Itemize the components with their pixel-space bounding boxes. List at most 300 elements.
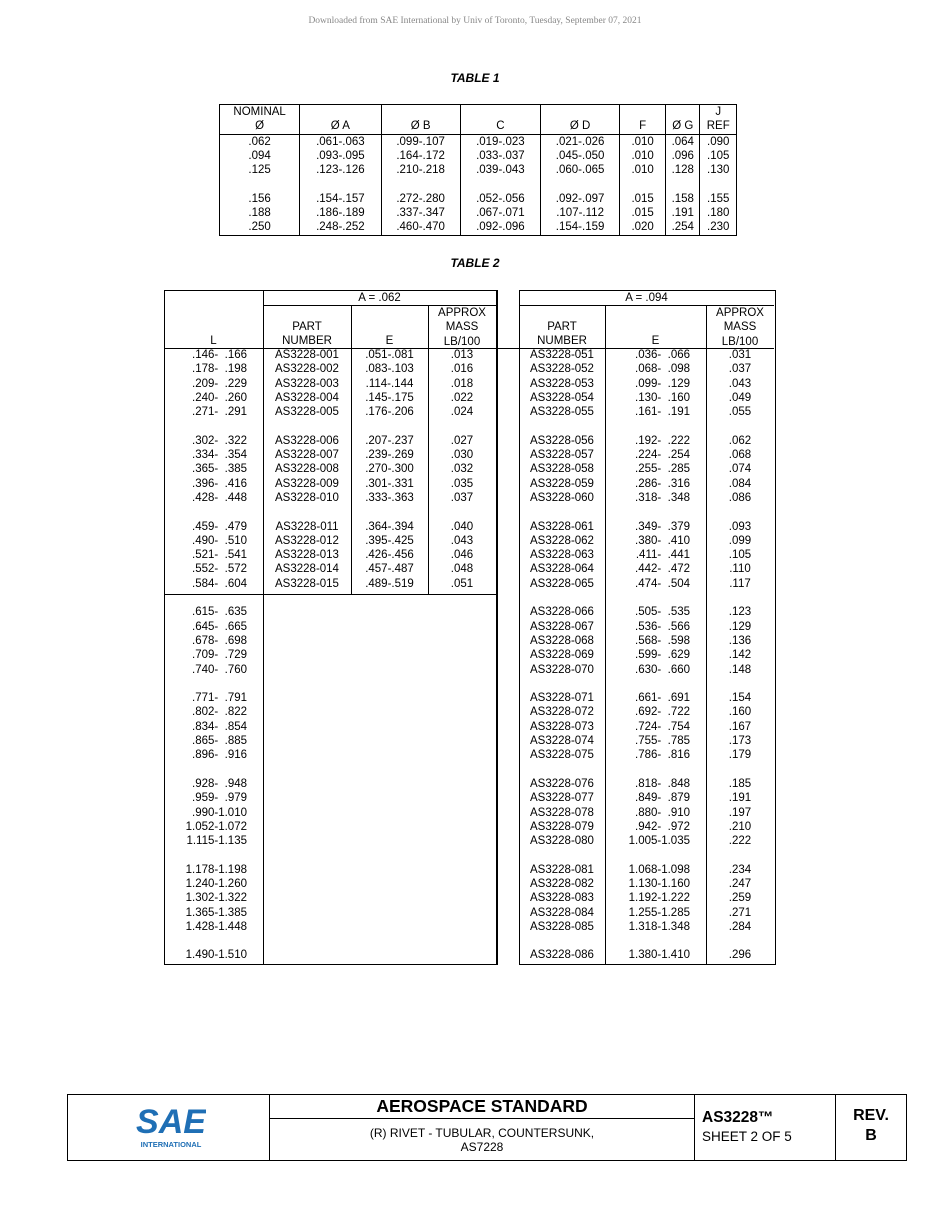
- table2-cell: .271: [728, 906, 752, 919]
- table2-cell: [706, 591, 774, 605]
- table1-cell: .092-.097: [541, 192, 620, 206]
- table2-cell: .046: [450, 549, 474, 562]
- svg-text:INTERNATIONAL: INTERNATIONAL: [140, 1140, 202, 1149]
- table1-cell: [460, 177, 540, 191]
- col-mass-header: APPROX MASS LB/100: [438, 307, 486, 348]
- table2-cell: .179: [728, 749, 752, 762]
- column-g2-part: [519, 348, 605, 963]
- table1-cell: .154-.157: [300, 192, 381, 206]
- table2-cell: .349- .379: [635, 520, 690, 533]
- table1-cell: .096: [666, 149, 700, 163]
- table2-cell: .032: [450, 463, 474, 476]
- table2-cell: .037: [728, 363, 752, 376]
- table2-cell: AS3228-063: [530, 549, 594, 562]
- table2-cell: .154: [728, 692, 752, 705]
- table2-cell: .086: [728, 491, 752, 504]
- svg-text:SAE: SAE: [136, 1103, 206, 1141]
- table2-cell: .271- .291: [192, 406, 247, 419]
- table1-header-cell: J REF: [700, 105, 737, 135]
- table2-cell: .755- .785: [635, 735, 690, 748]
- table2-cell: .031: [728, 349, 752, 361]
- table2-cell: AS3228-056: [530, 434, 594, 447]
- table2-cell: 1.052-1.072: [185, 820, 247, 833]
- table2-cell: .173: [728, 735, 752, 748]
- table2-cell: .834- .854: [192, 720, 247, 733]
- table1-cell: .061-.063: [300, 134, 381, 149]
- table2-cell: .865- .885: [192, 735, 247, 748]
- table2-cell: .192- .222: [635, 434, 690, 447]
- table2-cell: .013: [450, 349, 474, 361]
- table2-cell: .055: [728, 406, 752, 419]
- table1-row: [220, 192, 737, 206]
- table1-cell: .128: [666, 163, 700, 177]
- table2-cell: .334- .354: [192, 449, 247, 462]
- table1: [219, 104, 737, 236]
- table2-cell: AS3228-055: [530, 406, 594, 419]
- table2-cell: [706, 934, 774, 948]
- table1-cell: .210-.218: [381, 163, 460, 177]
- table2-cell: .645- .665: [192, 620, 247, 633]
- table2-cell: .568- .598: [635, 634, 690, 647]
- table2-cell: AS3228-072: [530, 706, 594, 719]
- table1-cell: .092-.096: [460, 220, 540, 235]
- table2-cell: [706, 763, 774, 777]
- table2-cell: .771- .791: [192, 692, 247, 705]
- column-g1-e: [351, 348, 428, 591]
- table1-cell: .093-.095: [300, 149, 381, 163]
- table2-cell: .240- .260: [192, 391, 247, 404]
- table2-cell: .048: [450, 563, 474, 576]
- column-l: [164, 348, 247, 963]
- table1-row: [220, 220, 737, 235]
- table2-cell: 1.192-1.222: [628, 892, 690, 905]
- table2-cell: 1.240-1.260: [185, 877, 247, 890]
- table2-cell: .167: [728, 720, 752, 733]
- table2-cell: AS3228-009: [275, 477, 339, 490]
- table2-cell: AS3228-013: [275, 549, 339, 562]
- column-g2-e: [605, 348, 690, 963]
- title-block: [67, 1094, 907, 1161]
- table2-cell: AS3228-015: [275, 577, 339, 590]
- table1-cell: [666, 177, 700, 191]
- table2-cell: .068: [728, 449, 752, 462]
- table2-cell: [428, 505, 496, 519]
- table2-cell: .051-.081: [365, 349, 414, 361]
- table2-cell: .740- .760: [192, 663, 247, 676]
- table2-cell: .036- .066: [635, 349, 690, 361]
- table1-header-cell: F: [620, 105, 666, 135]
- table1-header-cell: Ø A: [300, 105, 381, 135]
- table1-cell: [620, 177, 666, 191]
- table2-cell: .296: [728, 949, 752, 962]
- table2-cell: AS3228-012: [275, 534, 339, 547]
- table2-cell: AS3228-082: [530, 877, 594, 890]
- table2-cell: .117: [729, 577, 751, 590]
- table1-cell: .188: [220, 206, 300, 220]
- table1-cell: .180: [700, 206, 737, 220]
- table2-cell: .678- .698: [192, 634, 247, 647]
- table2-cell: AS3228-004: [275, 391, 339, 404]
- table2-cell: .222: [728, 835, 752, 848]
- table1-cell: .060-.065: [541, 163, 620, 177]
- table2-cell: .239-.269: [365, 449, 414, 462]
- table1-cell: .062: [220, 134, 300, 149]
- group1-header: A = .062: [358, 292, 401, 304]
- table1-cell: .045-.050: [541, 149, 620, 163]
- table2-cell: AS3228-078: [530, 806, 594, 819]
- table2-cell: .709- .729: [192, 649, 247, 662]
- standard-subtitle: (R) RIVET - TUBULAR, COUNTERSUNK, AS7228: [369, 1126, 595, 1154]
- table2-cell: [519, 934, 605, 948]
- table2-cell: .209- .229: [192, 377, 247, 390]
- table2-cell: .049: [728, 391, 752, 404]
- table2-cell: AS3228-077: [530, 792, 594, 805]
- table2-cell: [351, 419, 428, 433]
- table2-cell: .942- .972: [635, 820, 690, 833]
- table2-cell: .040: [450, 520, 474, 533]
- table2-cell: .490- .510: [192, 534, 247, 547]
- table2-cell: .457-.487: [365, 563, 414, 576]
- table2-cell: AS3228-084: [530, 906, 594, 919]
- table1-row: [220, 163, 737, 177]
- table2-cell: [428, 419, 496, 433]
- table1-body: [220, 134, 737, 235]
- table2-cell: AS3228-079: [530, 820, 594, 833]
- table2-cell: .148: [728, 663, 752, 676]
- table1-cell: .191: [666, 206, 700, 220]
- table2-cell: AS3228-064: [530, 563, 594, 576]
- table2-cell: 1.005-1.035: [628, 835, 690, 848]
- table1-row: [220, 149, 737, 163]
- table2-cell: [164, 677, 247, 691]
- table2-cell: .191: [728, 792, 752, 805]
- table2-cell: [164, 505, 247, 519]
- table2-cell: [519, 505, 605, 519]
- table2-cell: .333-.363: [365, 491, 414, 504]
- table1-cell: .067-.071: [460, 206, 540, 220]
- table2-cell: .896- .916: [192, 749, 247, 762]
- table2-cell: .302- .322: [192, 434, 247, 447]
- table2-cell: .536- .566: [635, 620, 690, 633]
- table2-cell: .692- .722: [635, 706, 690, 719]
- table2-cell: .145-.175: [365, 391, 414, 404]
- table2-cell: .037: [450, 491, 474, 504]
- table2-cell: .207-.237: [365, 434, 414, 447]
- table1-header-cell: Ø G: [666, 105, 700, 135]
- table2-cell: .123: [728, 606, 752, 619]
- table2-cell: .024: [450, 406, 474, 419]
- table1-cell: .019-.023: [460, 134, 540, 149]
- table2-cell: AS3228-073: [530, 720, 594, 733]
- table1-cell: .125: [220, 163, 300, 177]
- table2-cell: AS3228-070: [530, 663, 594, 676]
- standard-title: AEROSPACE STANDARD: [376, 1096, 588, 1116]
- table2-cell: .270-.300: [365, 463, 414, 476]
- table2-cell: [519, 763, 605, 777]
- table1-header: [220, 105, 737, 135]
- table2-cell: [263, 419, 351, 433]
- table2-cell: 1.178-1.198: [185, 863, 247, 876]
- table2-cell: .802- .822: [192, 706, 247, 719]
- table2-cell: .035: [450, 477, 474, 490]
- table1-cell: .015: [620, 192, 666, 206]
- table2-title: TABLE 2: [450, 256, 500, 270]
- table2-cell: .022: [450, 391, 474, 404]
- table2-cell: AS3228-053: [530, 377, 594, 390]
- table1-cell: .020: [620, 220, 666, 235]
- table2: [164, 290, 775, 964]
- table2-cell: .110: [729, 563, 751, 576]
- table2-cell: .364-.394: [365, 520, 414, 533]
- table2-cell: .093: [728, 520, 752, 533]
- table2-cell: .849- .879: [635, 792, 690, 805]
- table2-cell: .129: [728, 620, 752, 633]
- table2-cell: .365- .385: [192, 463, 247, 476]
- table2-cell: AS3228-081: [530, 863, 594, 876]
- table2-cell: .099- .129: [635, 377, 690, 390]
- col-l-header: L: [210, 335, 217, 347]
- table1-cell: .105: [700, 149, 737, 163]
- table1-cell: [381, 177, 460, 191]
- table2-cell: AS3228-011: [275, 520, 339, 533]
- table1-title: TABLE 1: [450, 71, 500, 85]
- download-watermark: Downloaded from SAE International by Univ of Toronto, Tuesday, September 07, 2021: [308, 16, 642, 26]
- table1-cell: .130: [700, 163, 737, 177]
- table2-cell: [605, 934, 690, 948]
- table2-cell: .197: [728, 806, 752, 819]
- table2-cell: AS3228-008: [275, 463, 339, 476]
- table2-cell: .615- .635: [192, 606, 247, 619]
- group2-header: A = .094: [625, 292, 668, 304]
- table1-cell: .033-.037: [460, 149, 540, 163]
- table2-cell: .584- .604: [192, 577, 247, 590]
- table2-cell: 1.380-1.410: [628, 949, 690, 962]
- table2-cell: .146- .166: [192, 349, 247, 361]
- table1-cell: .155: [700, 192, 737, 206]
- table2-cell: [706, 848, 774, 862]
- table2-cell: .428- .448: [192, 491, 247, 504]
- table2-cell: .474- .504: [635, 577, 690, 590]
- table2-cell: .247: [728, 877, 752, 890]
- table2-cell: 1.302-1.322: [185, 892, 247, 905]
- col-part-header: PART NUMBER: [282, 321, 332, 348]
- table2-cell: AS3228-086: [530, 949, 594, 962]
- table2-cell: [164, 591, 247, 605]
- table1-cell: [700, 177, 737, 191]
- col-e-header-2: E: [651, 335, 660, 347]
- table2-cell: AS3228-080: [530, 835, 594, 848]
- table2-cell: AS3228-083: [530, 892, 594, 905]
- table2-cell: [605, 763, 690, 777]
- table2-cell: [605, 591, 690, 605]
- table2-cell: .160: [728, 706, 752, 719]
- table1-cell: .272-.280: [381, 192, 460, 206]
- table2-cell: .016: [450, 363, 474, 376]
- table2-cell: .043: [450, 534, 474, 547]
- table2-cell: AS3228-076: [530, 777, 594, 790]
- table1-cell: .164-.172: [381, 149, 460, 163]
- table2-cell: AS3228-014: [275, 563, 339, 576]
- table2-cell: AS3228-057: [530, 449, 594, 462]
- table2-cell: AS3228-051: [530, 349, 594, 361]
- table2-cell: .426-.456: [365, 549, 414, 562]
- table1-cell: .039-.043: [460, 163, 540, 177]
- table2-cell: AS3228-071: [530, 692, 594, 705]
- table2-cell: .074: [728, 463, 752, 476]
- table2-cell: [519, 591, 605, 605]
- table2-cell: [605, 419, 690, 433]
- table2-cell: AS3228-067: [530, 620, 594, 633]
- table2-cell: .176-.206: [365, 406, 414, 419]
- table1-cell: .010: [620, 134, 666, 149]
- table1-cell: .156: [220, 192, 300, 206]
- table2-cell: 1.318-1.348: [628, 920, 690, 933]
- table2-cell: .301-.331: [365, 477, 414, 490]
- table2-cell: .661- .691: [635, 692, 690, 705]
- table2-cell: .489-.519: [365, 577, 414, 590]
- table2-cell: .083-.103: [365, 363, 414, 376]
- table2-cell: AS3228-062: [530, 534, 594, 547]
- table2-cell: [164, 763, 247, 777]
- table1-cell: .015: [620, 206, 666, 220]
- table1-cell: .337-.347: [381, 206, 460, 220]
- table1-cell: .064: [666, 134, 700, 149]
- table2-cell: .027: [450, 434, 474, 447]
- table2-cell: .318- .348: [635, 491, 690, 504]
- table2-cell: .062: [728, 434, 752, 447]
- table1-cell: .250: [220, 220, 300, 235]
- table1-cell: .123-.126: [300, 163, 381, 177]
- table2-cell: .411- .441: [635, 549, 690, 562]
- table2-cell: AS3228-010: [275, 491, 339, 504]
- table1-cell: .248-.252: [300, 220, 381, 235]
- table2-cell: .142: [728, 649, 752, 662]
- col-mass-header-2: APPROX MASS LB/100: [716, 307, 764, 348]
- table2-cell: AS3228-075: [530, 749, 594, 762]
- table2-cell: [164, 934, 247, 948]
- table2-cell: .396- .416: [192, 477, 247, 490]
- document-number: AS3228™: [702, 1109, 774, 1126]
- table2-cell: AS3228-001: [275, 349, 339, 361]
- table2-cell: .380- .410: [635, 534, 690, 547]
- table2-cell: 1.115-1.135: [186, 835, 247, 848]
- table2-cell: [605, 505, 690, 519]
- table2-cell: AS3228-066: [530, 606, 594, 619]
- table1-cell: .158: [666, 192, 700, 206]
- table1-cell: .230: [700, 220, 737, 235]
- table1-cell: .052-.056: [460, 192, 540, 206]
- table2-cell: [351, 505, 428, 519]
- table1-header-cell: Ø B: [381, 105, 460, 135]
- table2-cell: [263, 505, 351, 519]
- table1-header-cell: C: [460, 105, 540, 135]
- table2-cell: 1.255-1.285: [628, 906, 690, 919]
- table2-cell: AS3228-003: [275, 377, 339, 390]
- table2-cell: .599- .629: [635, 649, 690, 662]
- table2-cell: [605, 848, 690, 862]
- table1-cell: .099-.107: [381, 134, 460, 149]
- table2-cell: [519, 848, 605, 862]
- col-part-header-2: PART NUMBER: [537, 321, 587, 348]
- table2-cell: AS3228-052: [530, 363, 594, 376]
- table1-row: [220, 177, 737, 191]
- table2-cell: .630- .660: [635, 663, 690, 676]
- table2-cell: .459- .479: [192, 520, 247, 533]
- table2-cell: [706, 677, 774, 691]
- table2-cell: AS3228-006: [275, 434, 339, 447]
- column-g1-mass: [428, 348, 496, 591]
- table2-cell: .880- .910: [635, 806, 690, 819]
- table2-cell: .210: [728, 820, 752, 833]
- table2-cell: .259: [728, 892, 752, 905]
- table2-cell: AS3228-059: [530, 477, 594, 490]
- table2-cell: .099: [728, 534, 752, 547]
- table1-cell: .107-.112: [541, 206, 620, 220]
- table2-cell: AS3228-085: [530, 920, 594, 933]
- table1-row: [220, 206, 737, 220]
- table2-cell: .442- .472: [635, 563, 690, 576]
- table2-cell: [164, 848, 247, 862]
- table2-cell: .928- .948: [192, 777, 247, 790]
- table2-cell: .786- .816: [635, 749, 690, 762]
- table2-cell: .185: [728, 777, 752, 790]
- table2-cell: AS3228-065: [530, 577, 594, 590]
- table2-cell: [605, 677, 690, 691]
- table2-cell: 1.428-1.448: [185, 920, 247, 933]
- table2-cell: .030: [450, 449, 474, 462]
- column-g2-mass: [706, 348, 774, 963]
- table2-cell: AS3228-060: [530, 491, 594, 504]
- table2-cell: .255- .285: [635, 463, 690, 476]
- table1-cell: .186-.189: [300, 206, 381, 220]
- table1-cell: .010: [620, 163, 666, 177]
- table1-cell: .460-.470: [381, 220, 460, 235]
- table2-cell: [519, 419, 605, 433]
- table2-cell: AS3228-074: [530, 735, 594, 748]
- table2-cell: 1.365-1.385: [185, 906, 247, 919]
- column-g1-part: [263, 348, 351, 591]
- table2-cell: 1.490-1.510: [185, 949, 247, 962]
- table1-cell: .094: [220, 149, 300, 163]
- table2-cell: [706, 505, 774, 519]
- table2-cell: [706, 419, 774, 433]
- table2-cell: AS3228-002: [275, 363, 339, 376]
- table1-cell: .254: [666, 220, 700, 235]
- table1-cell: .154-.159: [541, 220, 620, 235]
- sae-logo: [136, 1103, 206, 1149]
- table2-cell: .521- .541: [192, 549, 247, 562]
- sheet-number: SHEET 2 OF 5: [702, 1129, 792, 1144]
- table2-cell: .178- .198: [192, 363, 247, 376]
- table2-cell: .161- .191: [635, 406, 690, 419]
- table2-cell: .505- .535: [635, 606, 690, 619]
- table1-cell: [300, 177, 381, 191]
- table1-cell: [220, 177, 300, 191]
- table1-header-cell: NOMINAL Ø: [220, 105, 300, 135]
- table2-cell: .018: [450, 377, 474, 390]
- table1-row: [220, 134, 737, 149]
- table2-cell: AS3228-007: [275, 449, 339, 462]
- table2-cell: 1.130-1.160: [628, 877, 690, 890]
- table2-cell: AS3228-054: [530, 391, 594, 404]
- table2-cell: .105: [728, 549, 752, 562]
- col-e-header: E: [385, 335, 394, 347]
- table2-cell: 1.068-1.098: [628, 863, 690, 876]
- table2-cell: .114-.144: [365, 377, 414, 390]
- table2-cell: .234: [728, 863, 752, 876]
- table2-cell: .051: [450, 577, 474, 590]
- table1-cell: .090: [700, 134, 737, 149]
